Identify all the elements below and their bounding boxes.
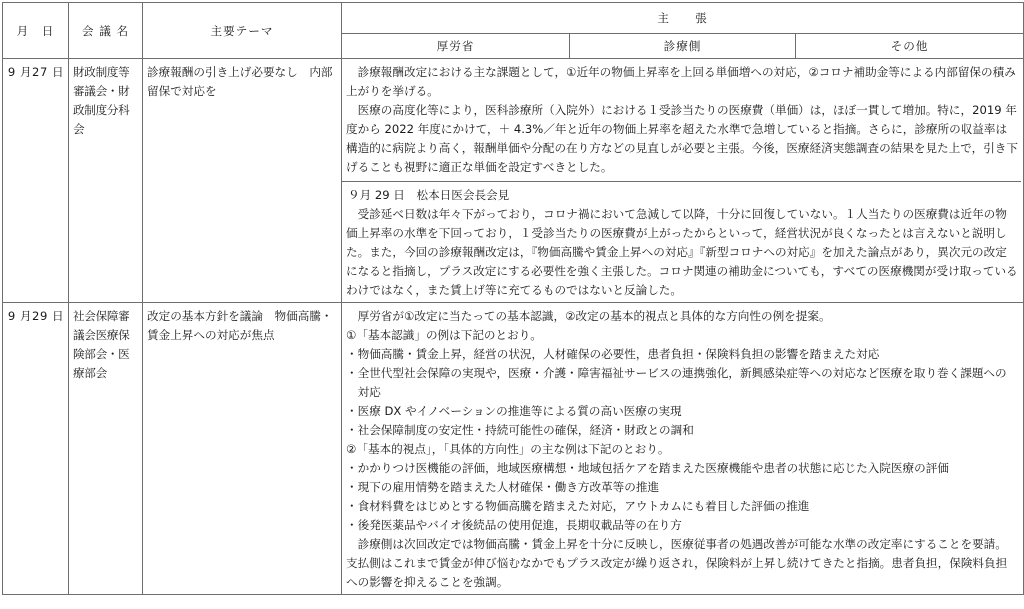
header-mhlw: 厚労省 [342,34,570,59]
list-item: ①「基本認識」の例は下記のとおり。 [346,328,542,342]
header-others: その他 [796,34,1024,59]
row-theme: 改定の基本方針を議論 物価高騰・賃金上昇への対応が焦点 [143,303,342,595]
row-meeting: 社会保障審議会医療保険部会・医療部会 [69,303,143,595]
claim-paragraph: 診療側は次回改定では物価高騰・賃金上昇を十分に反映し，医療従事者の処遇改善が可能な水準の改定率にすることを要請。支払側はこれまで賃金が伸び悩むなかでもプラス改定が繰り返され，保険料が上昇し続けてきたと指摘。患者負担，保険料負担への影響を抑えることを強調。 [346,537,1008,589]
press-conference-section [342,181,1021,300]
list-item: ②「基本的視点」，「具体的方向性」の主な例は下記のとおり。 [346,442,670,456]
meeting-table [2,2,1024,595]
list-item: ・物価高騰・賃金上昇，経営の状況，人材確保の必要性，患者負担・保険料負担の影響を踏まえた対応 [346,347,880,361]
list-item: ・食材料費をはじめとする物価高騰を踏まえた対応，アウトカムにも着目した評価の推進 [346,499,810,513]
table-row [3,59,1024,303]
claim-paragraph: 受診延べ日数は年々下がっており，コロナ禍において急減して以降，十分に回復していない。１人当たりの医療費は近年の物価上昇率の水準を下回っており，１受診当たりの医療費が上がったからといって，経営状況が良くなったとは言えないと説明した。また，今回の診療報酬改定は，『物価高騰や賃金上昇への対応』『新型コロナへの対応』を加えた論点があり，異次元の改定になると指摘し，プラス改定にする必要性を強く主張した。コロナ関連の補助金についても，すべての医療機関が受け取っているわけではなく，また賃上げ等に充てるものではないと反論した。 [346,207,1018,297]
claim-paragraph: 診療報酬改定における主な課題として，①近年の物価上昇率を上回る単価増への対応，②コロナ補助金等による内部留保の積み上がりを挙げる。 [346,65,1016,98]
header-meeting: 会 議 名 [69,3,143,59]
list-item: ・かかりつけ医機能の評価，地域医療構想・地域包括ケアを踏まえた医療機能や患者の状態に応じた入院医療の評価 [346,461,949,475]
row-date: 9 月29 日 [3,303,69,595]
list-item: ・後発医薬品やバイオ後続品の使用促進，長期収載品等の在り方 [346,518,682,532]
row-claims [342,303,1024,595]
row-meeting: 財政制度等審議会・財政制度分科会 [69,59,143,303]
press-conference-title: ９月 29 日 松本日医会長会見 [348,188,510,202]
row-theme: 診療報酬の引き上げ必要なし 内部留保で対応を [143,59,342,303]
list-item: ・社会保障制度の安定性・持続可能性の確保，経済・財政との調和 [346,423,694,437]
table-row [3,303,1024,595]
header-date: 月 日 [3,3,69,59]
claim-paragraph: 医療の高度化等により，医科診療所（入院外）における１受診当たりの医療費（単価）は，ほぼ一貫して増加。特に，2019 年度から 2022 年度にかけて，＋ 4.3%／年と近年の物価上昇率を超えた水準で急増していると指摘。さらに，診療所の収益率は構造的に病院より高く，報酬単価や分配の在り方などの見直しが必要と主張。今後，医療経済実態調査の結果を見た上で，引き下げることも視野に適正な単価を設定すべきとした。 [346,103,1018,174]
list-item: ・医療 DX やイノベーションの推進等による質の高い医療の実現 [346,404,682,418]
row-date: 9 月27 日 [3,59,69,303]
header-claims: 主 張 [342,3,1024,34]
claim-paragraph: 厚労省が①改定に当たっての基本認識，②改定の基本的視点と具体的な方向性の例を提案。 [357,309,831,323]
header-theme: 主要テーマ [143,3,342,59]
list-item: ・全世代型社会保障の実現や，医療・介護・障害福祉サービスの連携強化，新興感染症等への対応など医療を取り巻く課題への対応 [346,366,1007,399]
row-claims [342,59,1024,303]
header-medical: 診療側 [570,34,796,59]
list-item: ・現下の雇用情勢を踏まえた人材確保・働き方改革等の推進 [346,480,660,494]
